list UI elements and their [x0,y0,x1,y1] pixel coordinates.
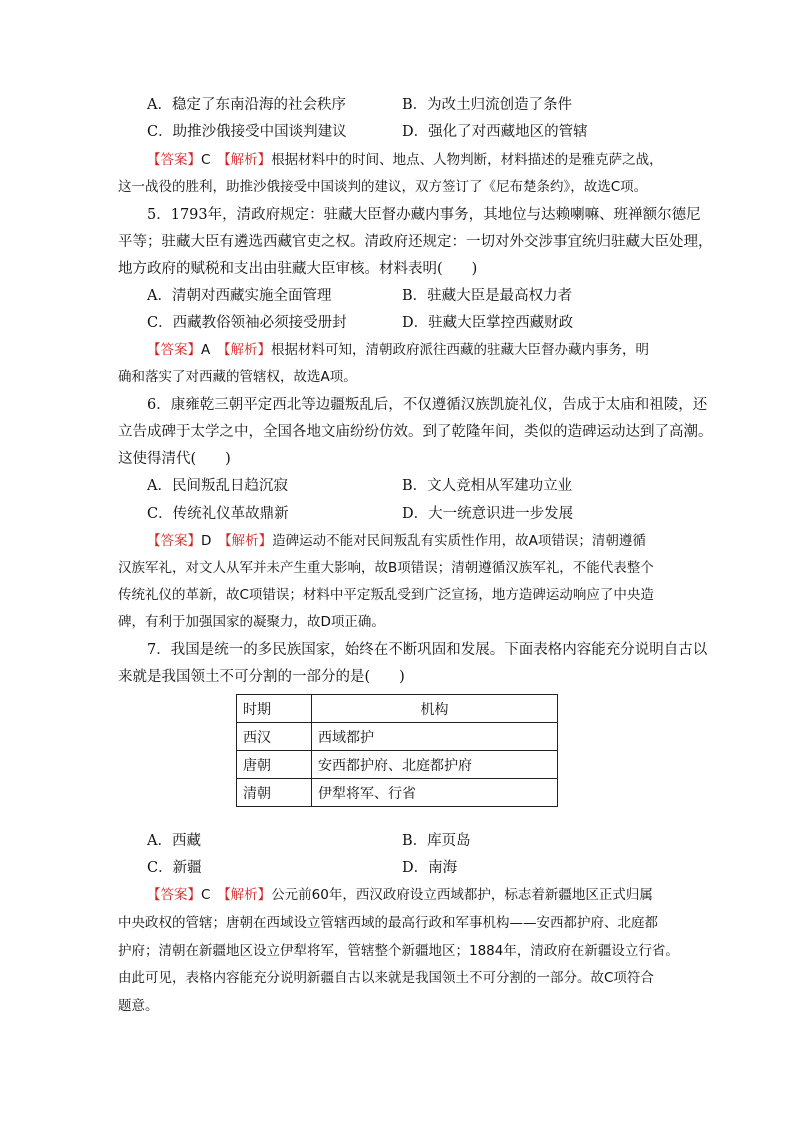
q6-stem-line: 这使得清代( ) [118,451,231,467]
q4-answer-line [147,150,663,170]
q5-option-d[interactable]: D．驻藏大臣掌控西藏财政 [402,315,574,331]
table-header-cell: 机构 [312,695,558,723]
q5-option-a[interactable]: A．清朝对西藏实施全面管理 [147,288,332,304]
q6-option-c[interactable]: C．传统礼仪革故鼎新 [147,506,289,522]
q6-option-d[interactable]: D．大一统意识进一步发展 [402,506,574,522]
answer-value: C [201,887,211,903]
analysis-text: 造碑运动不能对民间叛乱有实质性作用，故A项错误；清朝遵循 [272,533,646,549]
q7-analysis-line: 护府；清朝在新疆地区设立伊犁将军，管辖整个新疆地区；1884年，清政府在新疆设立行省。 [118,943,679,959]
q6-analysis-line: 传统礼仪的革新，故C项错误；材料中平定叛乱受到广泛宣扬，地方造碑运动响应了中央造 [118,587,654,603]
q5-option-c[interactable]: C．西藏教俗领袖必须接受册封 [147,315,347,331]
q6-stem-line: 立告成碑于太学之中，全国各地文庙纷纷仿效。到了乾隆年间，类似的造碑运动达到了高潮。 [118,424,713,440]
table-cell-period: 西汉 [237,723,312,751]
q7-option-c[interactable]: C．新疆 [147,860,202,876]
answer-value: C [201,152,211,168]
q7-option-d[interactable]: D．南海 [402,860,458,876]
analysis-tag: 【解析】 [224,533,273,549]
table-header-row [237,695,558,723]
q6-answer-line [147,531,646,551]
q7-answer-line [147,885,653,905]
q6-option-b[interactable]: B．文人竞相从军建功立业 [402,478,573,494]
analysis-tag: 【解析】 [223,342,271,358]
table-row [237,751,558,779]
answer-tag: 【答案】 [147,887,201,903]
q5-answer-line [147,340,649,360]
q5-stem-line: 地方政府的赋税和支出由驻藏大臣审核。材料表明( ) [118,261,478,277]
q4-option-a[interactable]: A．稳定了东南沿海的社会秩序 [147,97,346,113]
q5-stem-line: 平等；驻藏大臣有遴选西藏官吏之权。清政府还规定：一切对外交涉事宜统归驻藏大臣处理， [118,234,713,250]
q6-stem-line: 6．康雍乾三朝平定西北等边疆叛乱后，不仅遵循汉族凯旋礼仪，告成于太庙和祖陵，还 [147,397,708,413]
table-row [237,779,558,807]
q7-stem-line: 7．我国是统一的多民族国家，始终在不断巩固和发展。下面表格内容能充分说明自古以 [147,642,708,658]
analysis-tag: 【解析】 [223,152,272,168]
q5-stem-line: 5．1793年，清政府规定：驻藏大臣督办藏内事务，其地位与达赖喇嘛、班禅额尔德尼 [147,207,701,223]
table-header-cell: 时期 [237,695,312,723]
q4-option-d[interactable]: D．强化了对西藏地区的管辖 [402,124,588,140]
q6-analysis-line: 碑，有利于加强国家的凝聚力，故D项正确。 [118,614,385,630]
q7-table [236,694,558,807]
table-cell-period: 唐朝 [237,751,312,779]
q7-stem-line: 来就是我国领土不可分割的一部分的是( ) [118,669,405,685]
q6-option-a[interactable]: A．民间叛乱日趋沉寂 [147,478,288,494]
q4-option-c[interactable]: C．助推沙俄接受中国谈判建议 [147,124,347,140]
table-row [237,723,558,751]
answer-value: A [201,342,211,358]
table-cell-period: 清朝 [237,779,312,807]
table-cell-institution: 安西都护府、北庭都护府 [312,751,558,779]
q5-analysis-line: 确和落实了对西藏的管辖权，故选A项。 [118,369,357,385]
q6-analysis-line: 汉族军礼，对文人从军并未产生重大影响，故B项错误；清朝遵循汉族军礼，不能代表整个 [118,560,654,576]
q5-option-b[interactable]: B．驻藏大臣是最高权力者 [402,288,573,304]
q7-option-b[interactable]: B．库页岛 [402,833,471,849]
analysis-tag: 【解析】 [223,887,272,903]
q7-analysis-line: 题意。 [118,998,159,1014]
analysis-text: 根据材料可知，清朝政府派往西藏的驻藏大臣督办藏内事务，明 [271,342,649,358]
q7-analysis-line: 中央政权的管辖；唐朝在西域设立管辖西域的最高行政和军事机构——安西都护府、北庭都 [118,915,658,931]
answer-tag: 【答案】 [147,152,201,168]
q4-analysis-line: 这一战役的胜利，助推沙俄接受中国谈判的建议，双方签订了《尼布楚条约》，故选C项。 [118,179,648,195]
analysis-text: 根据材料中的时间、地点、人物判断，材料描述的是雅克萨之战， [271,152,663,168]
table-cell-institution: 伊犁将军、行省 [312,779,558,807]
q4-option-b[interactable]: B．为改土归流创造了条件 [402,97,573,113]
q7-analysis-line: 由此可见，表格内容能充分说明新疆自古以来就是我国领土不可分割的一部分。故C项符合 [118,970,654,986]
q7-option-a[interactable]: A．西藏 [147,833,201,849]
answer-tag: 【答案】 [147,342,201,358]
answer-value: D [201,533,212,549]
table-cell-institution: 西域都护 [312,723,558,751]
answer-tag: 【答案】 [147,533,201,549]
analysis-text: 公元前60年，西汉政府设立西域都护，标志着新疆地区正式归属 [271,887,653,903]
